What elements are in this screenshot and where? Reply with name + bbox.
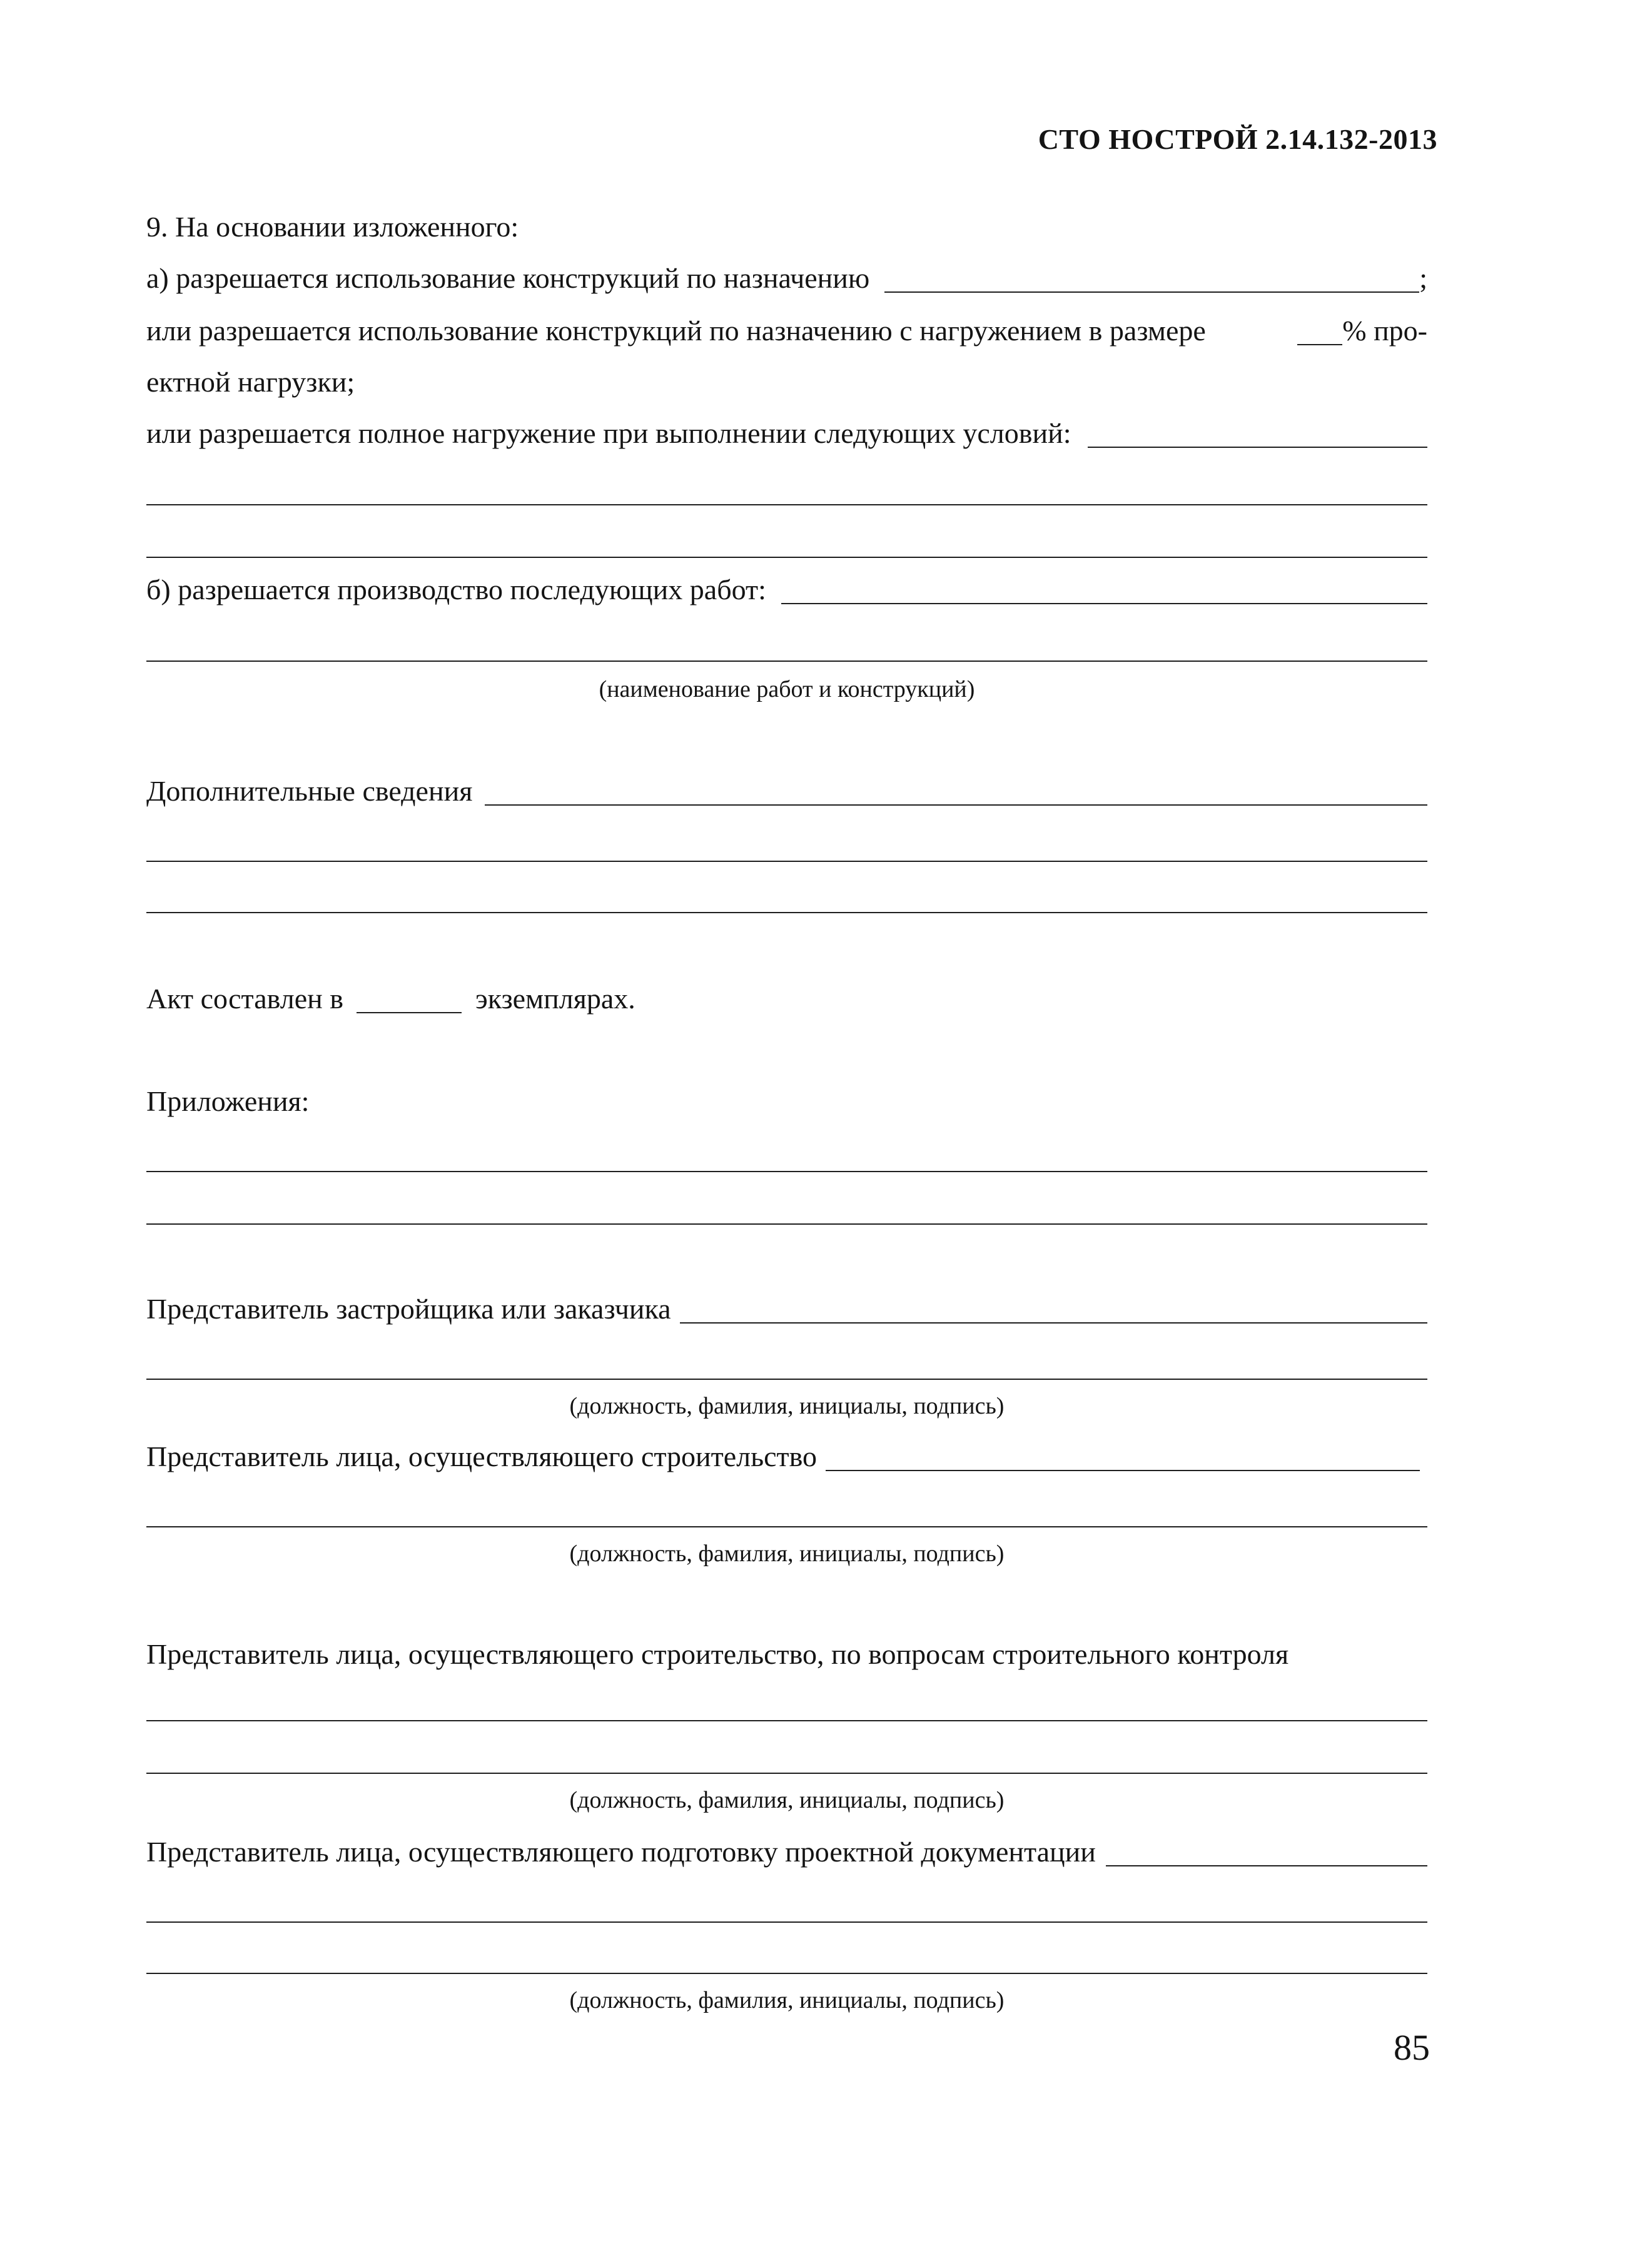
conditions-line-2[interactable] (146, 557, 1427, 558)
alt1-text: или разрешается использование конструкций по назначению с нагружением в размере (146, 315, 1206, 347)
alt1-percent-group (1297, 314, 1427, 347)
page-number: 85 (1394, 2027, 1430, 2068)
field-b-label: б) разрешается производство последующих работ: (146, 574, 766, 605)
signature-designer-line-3[interactable] (146, 1973, 1427, 1974)
additional-line-3[interactable] (146, 912, 1427, 913)
signature-designer-label: Представитель лица, осуществляющего подготовку проектной документации (146, 1836, 1096, 1868)
signature-construction-control-label: Представитель лица, осуществляющего строительство, по вопросам строительного контроля (146, 1638, 1289, 1670)
field-a-blank[interactable] (884, 291, 1419, 293)
signature-builder-label: Представитель лица, осуществляющего строительство (146, 1440, 818, 1472)
field-b-blank[interactable] (781, 603, 1427, 604)
copies-prefix: Акт составлен в (146, 983, 343, 1015)
alt1-hyphenated: про- (1374, 315, 1427, 347)
works-line-2[interactable] (146, 661, 1427, 662)
signature-builder-line-2[interactable] (146, 1526, 1427, 1527)
works-caption: (наименование работ и конструкций) (599, 676, 975, 702)
alt2-blank[interactable] (1088, 447, 1428, 448)
copies-suffix: экземплярах. (475, 983, 635, 1015)
document-code-header: СТО НОСТРОЙ 2.14.132-2013 (1038, 123, 1437, 155)
additional-blank[interactable] (485, 804, 1427, 806)
signature-designer-line-2[interactable] (146, 1921, 1427, 1923)
signature-customer-line-2[interactable] (146, 1379, 1427, 1380)
signature-construction-control-line-1[interactable] (146, 1720, 1427, 1721)
signature-customer-label: Представитель застройщика или заказчика (146, 1293, 671, 1325)
signature-construction-control-line-2[interactable] (146, 1773, 1427, 1774)
signature-designer (146, 1835, 1427, 1868)
field-a-label: а) разрешается использование конструкций по назначению (146, 262, 870, 294)
signature-construction-control-caption: (должность, фамилия, инициалы, подпись) (569, 1787, 1005, 1813)
field-alt2-conditions (146, 417, 1427, 450)
field-a-end: ; (1419, 262, 1427, 294)
signature-customer (146, 1292, 1427, 1325)
alt1-line (146, 314, 1427, 347)
field-additional-info (146, 774, 1427, 807)
signature-designer-caption: (должность, фамилия, инициалы, подпись) (569, 1987, 1005, 2013)
alt1-percent-blank[interactable] (1297, 344, 1342, 345)
alt1-percent-sign: % (1342, 315, 1367, 347)
field-b-works (146, 573, 1427, 606)
field-a-usage (146, 261, 1427, 295)
attachments-line-1[interactable] (146, 1171, 1427, 1172)
additional-line-2[interactable] (146, 861, 1427, 862)
signature-builder-blank[interactable] (826, 1470, 1420, 1471)
signature-customer-caption: (должность, фамилия, инициалы, подпись) (569, 1393, 1005, 1419)
signature-builder-caption: (должность, фамилия, инициалы, подпись) (569, 1541, 1005, 1567)
alt2-label: или разрешается полное нагружение при выполнении следующих условий: (146, 417, 1071, 449)
section-9-intro: 9. На основании изложенного: (146, 211, 519, 243)
attachments-label: Приложения: (146, 1085, 310, 1117)
signature-builder (146, 1440, 1427, 1473)
signature-designer-blank[interactable] (1106, 1865, 1427, 1866)
alt1-continuation: ектной нагрузки; (146, 366, 355, 398)
additional-label: Дополнительные сведения (146, 775, 473, 807)
copies-line (146, 982, 1427, 1015)
copies-count-blank[interactable] (357, 1012, 462, 1013)
conditions-line-1[interactable] (146, 504, 1427, 505)
signature-customer-blank[interactable] (680, 1322, 1427, 1324)
attachments-line-2[interactable] (146, 1223, 1427, 1225)
